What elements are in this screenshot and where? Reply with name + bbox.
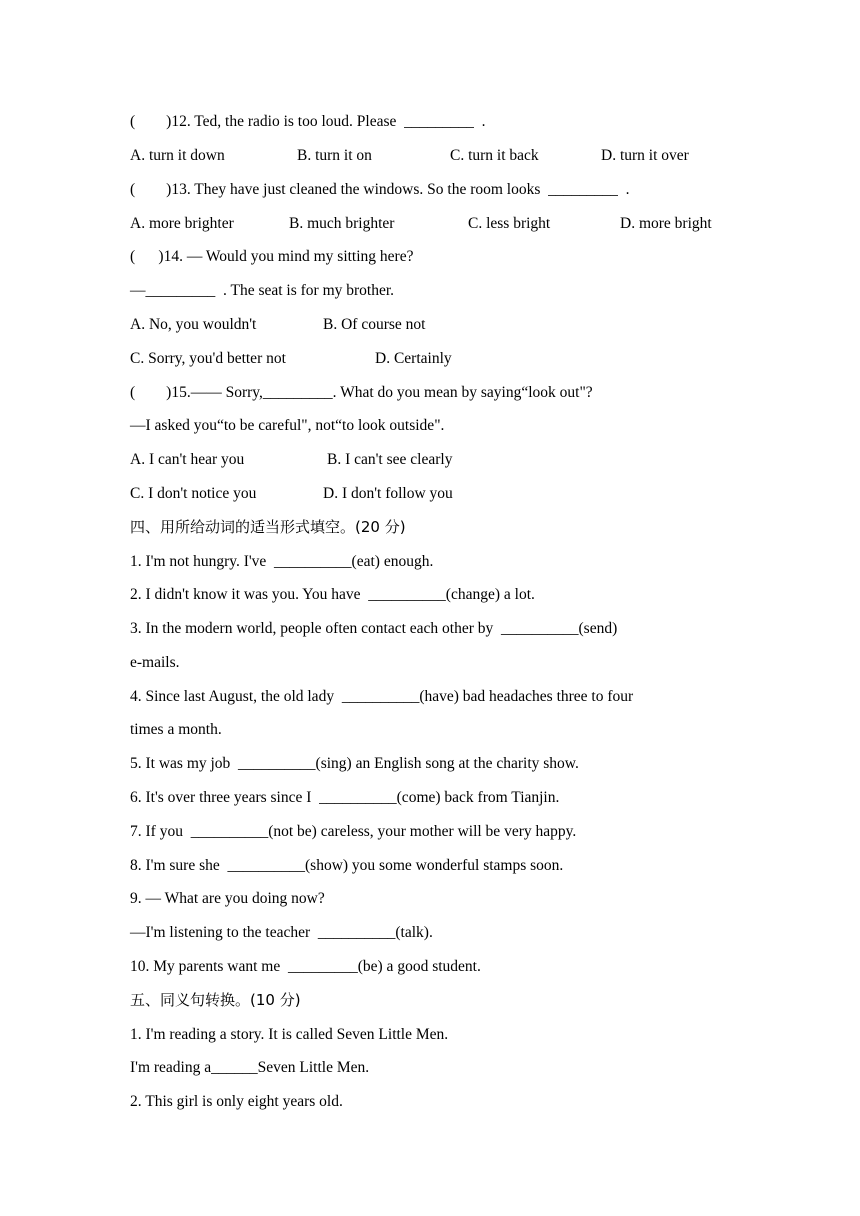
- option-c: C. Sorry, you'd better not: [130, 350, 286, 367]
- section-5-heading: 五、同义句转换。(10 分): [130, 991, 301, 1009]
- fill-blank-line: times a month.: [130, 721, 222, 738]
- option-a: A. No, you wouldn't: [130, 316, 257, 333]
- fill-blank-line: 9. — What are you doing now?: [130, 890, 325, 907]
- rewrite-line: I'm reading a______Seven Little Men.: [130, 1059, 370, 1076]
- fill-blank-line: 1. I'm not hungry. I've __________(eat) enough.: [130, 553, 434, 570]
- fill-blank-line: 4. Since last August, the old lady __________(have) bad headaches three to four: [130, 688, 634, 705]
- fill-blank-line: 7. If you __________(not be) careless, your mother will be very happy.: [130, 823, 577, 840]
- option-a: A. more brighter: [130, 215, 234, 232]
- question-15-response: —I asked you“to be careful", not“to look outside".: [130, 417, 445, 434]
- option-d: D. Certainly: [375, 350, 452, 367]
- question-14-response: —_________ . The seat is for my brother.: [130, 282, 395, 299]
- fill-blank-line: 10. My parents want me _________(be) a good student.: [130, 958, 481, 975]
- fill-blank-line: 8. I'm sure she __________(show) you some wonderful stamps soon.: [130, 857, 564, 874]
- fill-blank-line: 2. I didn't know it was you. You have __________(change) a lot.: [130, 586, 535, 603]
- option-d: D. more bright: [620, 215, 712, 232]
- option-a: A. I can't hear you: [130, 451, 245, 468]
- option-b: B. much brighter: [289, 215, 395, 232]
- option-d: D. turn it over: [601, 147, 689, 164]
- option-b: B. turn it on: [297, 147, 372, 164]
- question-13-stem: ( )13. They have just cleaned the windows. So the room looks _________ .: [130, 181, 630, 198]
- option-c: C. less bright: [468, 215, 551, 232]
- question-12-stem: ( )12. Ted, the radio is too loud. Please _________ .: [130, 113, 486, 130]
- option-a: A. turn it down: [130, 147, 225, 164]
- option-c: C. turn it back: [450, 147, 539, 164]
- option-d: D. I don't follow you: [323, 485, 453, 502]
- option-b: B. Of course not: [323, 316, 426, 333]
- fill-blank-line: 6. It's over three years since I __________(come) back from Tianjin.: [130, 789, 560, 806]
- question-15-stem: ( )15.—— Sorry,_________. What do you mean by saying“look out"?: [130, 384, 593, 401]
- rewrite-line: 1. I'm reading a story. It is called Seven Little Men.: [130, 1026, 449, 1043]
- fill-blank-line: e-mails.: [130, 654, 180, 671]
- rewrite-line: 2. This girl is only eight years old.: [130, 1093, 343, 1110]
- option-c: C. I don't notice you: [130, 485, 257, 502]
- fill-blank-line: —I'm listening to the teacher __________(talk).: [130, 924, 433, 941]
- fill-blank-line: 5. It was my job __________(sing) an English song at the charity show.: [130, 755, 579, 772]
- question-14-stem: ( )14. — Would you mind my sitting here?: [130, 248, 414, 265]
- option-b: B. I can't see clearly: [327, 451, 453, 468]
- fill-blank-line: 3. In the modern world, people often contact each other by __________(send): [130, 620, 618, 637]
- section-4-heading: 四、用所给动词的适当形式填空。(20 分): [130, 518, 406, 536]
